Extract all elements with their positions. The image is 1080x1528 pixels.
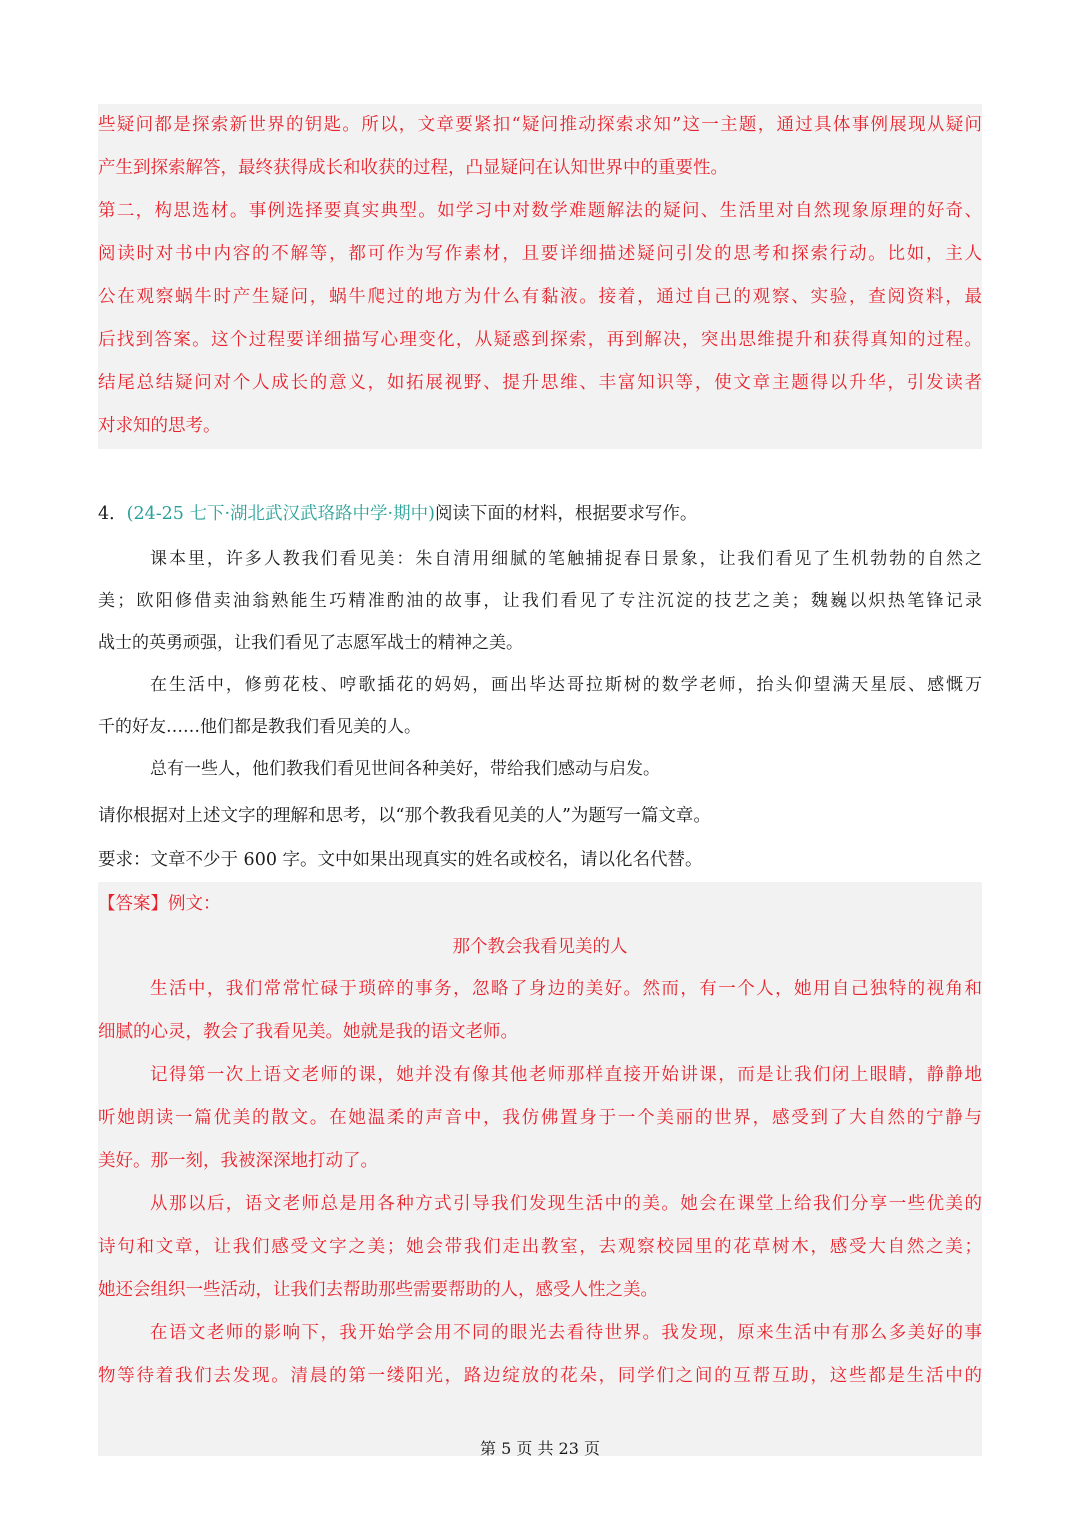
reading-material xyxy=(98,538,982,790)
material-line: 战士的英勇顽强，让我们看见了志愿军战士的精神之美。 xyxy=(98,633,523,653)
answer-line: 对求知的思考。 xyxy=(98,416,221,436)
essay-line: 生活中，我们常常忙碌于琐碎的事务，忽略了身边的美好。然而，有一个人，她用自己独特的视角和 xyxy=(150,979,982,999)
essay-line: 从那以后，语文老师总是用各种方式引导我们发现生活中的美。她会在课堂上给我们分享一些优美的 xyxy=(150,1194,982,1214)
question-instruction: 阅读下面的材料，根据要求写作。 xyxy=(434,504,698,524)
answer-line: 后找到答案。这个过程要详细描写心理变化，从疑惑到探索，再到解决，突出思维提升和获得真知的过程。 xyxy=(98,330,982,350)
answer-label: 【答案】 xyxy=(98,894,168,914)
page-footer: 第 5 页 共 23 页 xyxy=(480,1439,600,1458)
material-line: 总有一些人，他们教我们看见世间各种美好，带给我们感动与启发。 xyxy=(150,759,660,779)
answer-line: 结尾总结疑问对个人成长的意义，如拓展视野、提升思维、丰富知识等，使文章主题得以升华，引发读者 xyxy=(98,373,982,393)
essay-line: 她还会组织一些活动，让我们去帮助那些需要帮助的人，感受人性之美。 xyxy=(98,1280,658,1300)
essay-line: 细腻的心灵，教会了我看见美。她就是我的语文老师。 xyxy=(98,1022,518,1042)
essay-line: 听她朗读一篇优美的散文。在她温柔的声音中，我仿佛置身于一个美丽的世界，感受到了大自然的宁静与 xyxy=(98,1108,982,1128)
material-line: 课本里，许多人教我们看见美：朱自清用细腻的笔触捕捉春日景象，让我们看见了生机勃勃的自然之 xyxy=(150,549,982,569)
answer-line: 阅读时对书中内容的不解等，都可作为写作素材，且要详细描述疑问引发的思考和探索行动。比如，主人 xyxy=(98,244,982,264)
answer-line: 公在观察蜗牛时产生疑问，蜗牛爬过的地方为什么有黏液。接着，通过自己的观察、实验，查阅资料，最 xyxy=(98,287,982,307)
essay-line: 诗句和文章，让我们感受文字之美；她会带我们走出教室，去观察校园里的花草树木，感受大自然之美； xyxy=(98,1237,982,1257)
question-number: 4． xyxy=(98,504,127,524)
material-line: 美；欧阳修借卖油翁熟能生巧精准酌油的故事，让我们看见了专注沉淀的技艺之美；魏巍以炽热笔锋记录 xyxy=(98,591,982,611)
material-line: 在生活中，修剪花枝、哼歌插花的妈妈，画出毕达哥拉斯树的数学老师，抬头仰望满天星辰、感慨万 xyxy=(150,675,982,695)
question-source: (24-25 七下·湖北武汉武珞路中学·期中) xyxy=(126,504,435,524)
answer-line: 产生到探索解答，最终获得成长和收获的过程，凸显疑问在认知世界中的重要性。 xyxy=(98,158,728,178)
essay-line: 在语文老师的影响下，我开始学会用不同的眼光去看待世界。我发现，原来生活中有那么多美好的事 xyxy=(150,1323,982,1343)
essay-title: 那个教会我看见美的人 xyxy=(452,937,628,957)
writing-requirements: 要求：文章不少于 600 字。文中如果出现真实的姓名或校名，请以化名代替。 xyxy=(98,850,703,870)
essay-line: 物等待着我们去发现。清晨的第一缕阳光，路边绽放的花朵，同学们之间的互帮互助，这些都是生活中的 xyxy=(98,1366,982,1386)
essay-line: 美好。那一刻，我被深深地打动了。 xyxy=(98,1151,378,1171)
material-line: 千的好友……他们都是教我们看见美的人。 xyxy=(98,717,421,737)
answer-continuation-block xyxy=(98,104,982,449)
answer-line: 第二，构思选材。事例选择要真实典型。如学习中对数学难题解法的疑问、生活里对自然现象原理的好奇、 xyxy=(98,201,982,221)
writing-prompt: 请你根据对上述文字的理解和思考，以“那个教我看见美的人”为题写一篇文章。 xyxy=(98,806,711,826)
essay-line: 记得第一次上语文老师的课，她并没有像其他老师那样直接开始讲课，而是让我们闭上眼睛，静静地 xyxy=(150,1065,982,1085)
question-heading xyxy=(98,496,982,532)
answer-line: 些疑问都是探索新世界的钥匙。所以，文章要紧扣“疑问推动探索求知”这一主题，通过具体事例展现从疑问 xyxy=(98,115,982,135)
answer-label-suffix: 例文： xyxy=(168,894,221,914)
answer-essay-block xyxy=(98,882,982,1456)
answer-label-line xyxy=(98,882,982,926)
